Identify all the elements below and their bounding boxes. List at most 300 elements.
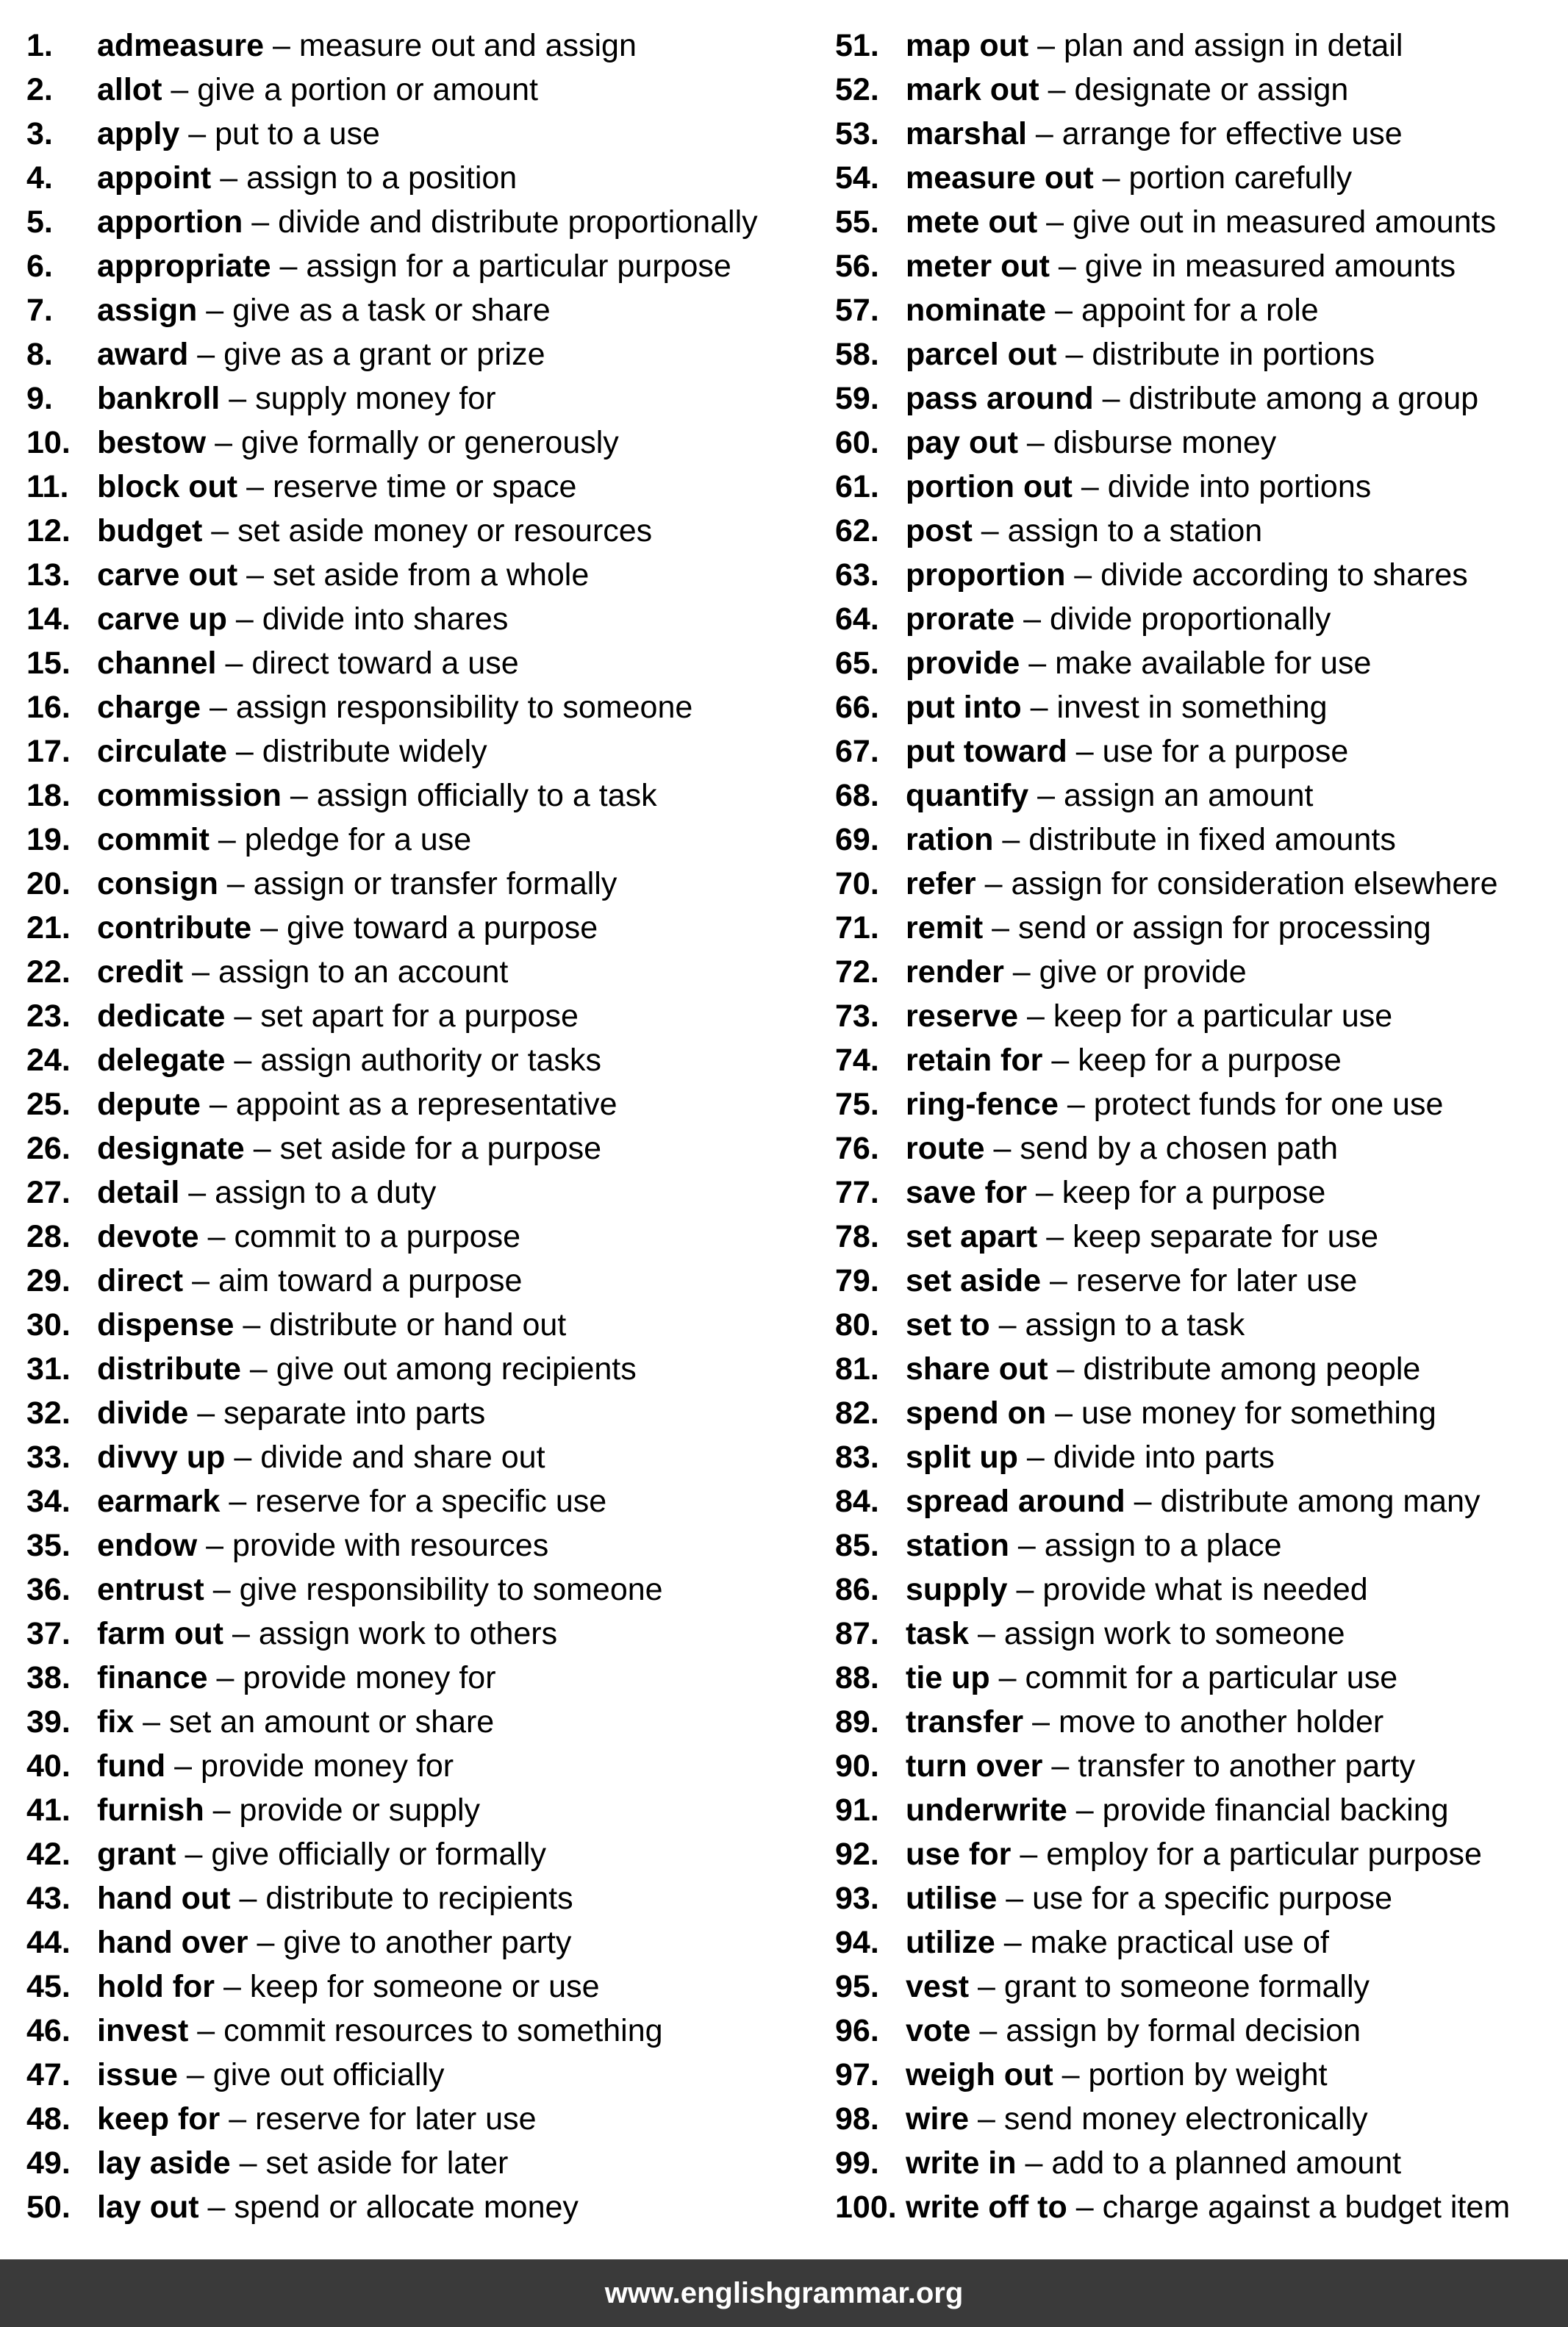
item-definition: arrange for effective use [1062, 116, 1403, 151]
item-number: 9. [26, 381, 53, 416]
item-term: channel [97, 646, 217, 681]
list-item [835, 1965, 1563, 2009]
item-term: put into [906, 690, 1022, 725]
item-separator: – [239, 1881, 257, 1916]
item-term: devote [97, 1219, 199, 1254]
list-item [835, 1347, 1563, 1391]
list-item [26, 1568, 806, 1612]
item-definition: disburse money [1053, 425, 1277, 460]
item-separator: – [1027, 998, 1045, 1034]
item-number: 57. [835, 293, 879, 328]
list-item [26, 1215, 806, 1259]
list-item [835, 376, 1563, 421]
item-definition: direct toward a use [251, 646, 519, 681]
list-item [835, 818, 1563, 862]
item-definition: divide proportionally [1049, 601, 1331, 637]
item-term: utilise [906, 1881, 998, 1916]
item-number: 46. [26, 2013, 71, 2048]
item-separator: – [246, 469, 264, 504]
item-definition: measure out and assign [298, 28, 637, 63]
item-number: 86. [835, 1572, 879, 1607]
item-definition: keep for a purpose [1078, 1043, 1342, 1078]
list-item [26, 1347, 806, 1391]
item-term: utilize [906, 1925, 995, 1960]
item-number: 87. [835, 1616, 879, 1651]
item-definition: distribute among a group [1128, 381, 1479, 416]
item-separator: – [1051, 1748, 1070, 1784]
item-definition: keep for a purpose [1062, 1175, 1326, 1210]
item-term: direct [97, 1263, 184, 1298]
item-definition: assign work to someone [1003, 1616, 1345, 1651]
item-number: 30. [26, 1307, 71, 1343]
list-item [835, 1700, 1563, 1744]
item-separator: – [1067, 1087, 1085, 1122]
item-separator: – [1032, 1704, 1050, 1740]
list-item [835, 332, 1563, 376]
item-definition: assign officially to a task [316, 778, 657, 813]
item-number: 8. [26, 337, 53, 372]
item-number: 37. [26, 1616, 71, 1651]
list-item [26, 862, 806, 906]
list-item [835, 156, 1563, 200]
list-item [26, 1832, 806, 1876]
item-separator: – [209, 690, 227, 725]
item-separator: – [211, 513, 229, 548]
item-definition: give a portion or amount [197, 72, 538, 107]
item-term: set to [906, 1307, 990, 1343]
item-term: write in [906, 2145, 1017, 2181]
item-number: 36. [26, 1572, 71, 1607]
list-item [26, 1259, 806, 1303]
item-term: spend on [906, 1395, 1047, 1431]
item-separator: – [984, 866, 1003, 901]
item-number: 58. [835, 337, 879, 372]
item-definition: divide into parts [1053, 1440, 1275, 1475]
item-term: meter out [906, 249, 1050, 284]
item-term: vote [906, 2013, 971, 2048]
item-number: 3. [26, 116, 53, 151]
item-term: apportion [97, 204, 243, 240]
item-number: 96. [835, 2013, 879, 2048]
item-definition: divide and share out [260, 1440, 545, 1475]
item-term: apply [97, 116, 180, 151]
item-definition: set aside from a whole [273, 557, 590, 593]
item-term: finance [97, 1660, 208, 1695]
item-term: appoint [97, 160, 212, 196]
item-number: 54. [835, 160, 879, 196]
item-definition: assign to a duty [215, 1175, 437, 1210]
item-separator: – [1002, 822, 1020, 857]
item-definition: distribute in portions [1092, 337, 1375, 372]
item-separator: – [1055, 1395, 1073, 1431]
list-item [26, 597, 806, 641]
item-number: 78. [835, 1219, 879, 1254]
item-definition: set aside money or resources [237, 513, 653, 548]
item-term: charge [97, 690, 201, 725]
item-separator: – [978, 2101, 995, 2137]
item-number: 32. [26, 1395, 71, 1431]
item-number: 75. [835, 1087, 879, 1122]
item-definition: reserve for later use [255, 2101, 537, 2137]
item-number: 21. [26, 910, 71, 946]
item-separator: – [246, 557, 265, 593]
item-term: earmark [97, 1484, 221, 1519]
item-number: 35. [26, 1528, 71, 1563]
list-item [26, 1920, 806, 1965]
item-separator: – [1062, 2057, 1080, 2092]
item-number: 13. [26, 557, 71, 593]
item-number: 6. [26, 249, 53, 284]
item-term: grant [97, 1837, 176, 1872]
item-definition: appoint as a representative [235, 1087, 617, 1122]
item-separator: – [1026, 1440, 1045, 1475]
list-item [835, 641, 1563, 685]
item-separator: – [1020, 1837, 1038, 1872]
item-number: 48. [26, 2101, 71, 2137]
item-term: fix [97, 1704, 135, 1740]
item-term: lay out [97, 2190, 199, 2225]
item-separator: – [1035, 1175, 1053, 1210]
item-definition: divide and distribute proportionally [278, 204, 758, 240]
item-separator: – [998, 1660, 1017, 1695]
item-separator: – [1065, 337, 1084, 372]
item-number: 56. [835, 249, 879, 284]
item-term: entrust [97, 1572, 204, 1607]
item-separator: – [171, 72, 189, 107]
item-separator: – [260, 910, 279, 946]
list-item [835, 1215, 1563, 1259]
item-definition: spend or allocate money [234, 2190, 579, 2225]
item-term: ration [906, 822, 994, 857]
item-number: 27. [26, 1175, 71, 1210]
item-number: 69. [835, 822, 879, 857]
item-term: furnish [97, 1792, 204, 1828]
item-separator: – [243, 1307, 261, 1343]
list-item [835, 597, 1563, 641]
item-number: 40. [26, 1748, 71, 1784]
item-number: 31. [26, 1351, 71, 1387]
item-term: fund [97, 1748, 166, 1784]
item-separator: – [197, 337, 215, 372]
item-separator: – [207, 1219, 226, 1254]
item-term: endow [97, 1528, 198, 1563]
list-item [26, 112, 806, 156]
item-term: proportion [906, 557, 1066, 593]
word-list-column-left [26, 24, 806, 2229]
item-term: allot [97, 72, 162, 107]
item-term: award [97, 337, 189, 372]
item-definition: give out among recipients [276, 1351, 637, 1387]
item-term: transfer [906, 1704, 1024, 1740]
item-term: ring-fence [906, 1087, 1059, 1122]
item-number: 10. [26, 425, 71, 460]
item-separator: – [249, 1351, 268, 1387]
list-item [26, 950, 806, 994]
item-definition: assign work to others [258, 1616, 558, 1651]
item-definition: set aside for a purpose [279, 1131, 601, 1166]
item-separator: – [1017, 1528, 1036, 1563]
item-number: 90. [835, 1748, 879, 1784]
item-separator: – [234, 1440, 252, 1475]
item-separator: – [998, 1307, 1017, 1343]
list-item [835, 773, 1563, 818]
item-separator: – [1028, 646, 1047, 681]
item-definition: provide or supply [239, 1792, 481, 1828]
item-separator: – [234, 998, 252, 1034]
item-definition: distribute in fixed amounts [1028, 822, 1396, 857]
item-separator: – [979, 2013, 998, 2048]
list-item [26, 553, 806, 597]
list-item [26, 1082, 806, 1126]
item-term: farm out [97, 1616, 223, 1651]
item-definition: reserve time or space [272, 469, 577, 504]
item-term: set aside [906, 1263, 1042, 1298]
list-item [835, 1170, 1563, 1215]
list-item [835, 729, 1563, 773]
item-number: 62. [835, 513, 879, 548]
list-item [26, 906, 806, 950]
item-definition: give to another party [283, 1925, 572, 1960]
list-item [26, 288, 806, 332]
item-number: 55. [835, 204, 879, 240]
item-number: 24. [26, 1043, 71, 1078]
item-separator: – [235, 734, 254, 769]
item-separator: – [206, 293, 224, 328]
item-definition: provide financial backing [1102, 1792, 1449, 1828]
item-term: measure out [906, 160, 1094, 196]
item-definition: provide with resources [232, 1528, 549, 1563]
item-term: map out [906, 28, 1029, 63]
item-definition: give out officially [212, 2057, 445, 2092]
item-term: assign [97, 293, 198, 328]
item-separator: – [185, 1837, 203, 1872]
item-separator: – [1046, 1219, 1064, 1254]
item-separator: – [1030, 690, 1048, 725]
item-separator: – [207, 2190, 226, 2225]
item-definition: use money for something [1081, 1395, 1436, 1431]
list-item [26, 641, 806, 685]
item-term: block out [97, 469, 238, 504]
item-definition: move to another holder [1058, 1704, 1384, 1740]
item-term: mark out [906, 72, 1039, 107]
list-item [26, 465, 806, 509]
list-item [26, 729, 806, 773]
item-separator: – [253, 1131, 271, 1166]
item-number: 66. [835, 690, 879, 725]
item-term: task [906, 1616, 970, 1651]
list-item [835, 1259, 1563, 1303]
list-item [26, 1435, 806, 1479]
item-term: post [906, 513, 973, 548]
item-separator: – [1046, 204, 1064, 240]
item-separator: – [220, 160, 238, 196]
item-term: portion out [906, 469, 1073, 504]
item-number: 2. [26, 72, 53, 107]
list-item [26, 1523, 806, 1568]
item-number: 28. [26, 1219, 71, 1254]
item-number: 70. [835, 866, 879, 901]
item-separator: – [1134, 1484, 1152, 1519]
list-item [835, 1832, 1563, 1876]
item-definition: put to a use [215, 116, 380, 151]
list-item [835, 1788, 1563, 1832]
item-number: 50. [26, 2190, 71, 2225]
item-definition: commit resources to something [223, 2013, 663, 2048]
item-separator: – [192, 1263, 210, 1298]
item-separator: – [1006, 1881, 1024, 1916]
item-term: remit [906, 910, 984, 946]
list-item [835, 906, 1563, 950]
list-item [835, 200, 1563, 244]
item-term: put toward [906, 734, 1067, 769]
item-term: turn over [906, 1748, 1043, 1784]
footer-website-link[interactable]: www.englishgrammar.org [604, 2276, 964, 2309]
item-term: designate [97, 1131, 245, 1166]
list-item [835, 2141, 1563, 2185]
list-item [835, 862, 1563, 906]
item-separator: – [257, 1925, 275, 1960]
item-definition: supply money for [255, 381, 496, 416]
item-term: lay aside [97, 2145, 231, 2181]
item-definition: employ for a particular purpose [1046, 1837, 1482, 1872]
list-item [835, 2097, 1563, 2141]
item-number: 5. [26, 204, 53, 240]
item-term: distribute [97, 1351, 241, 1387]
item-number: 76. [835, 1131, 879, 1166]
item-separator: – [273, 28, 290, 63]
item-number: 100. [835, 2190, 897, 2225]
word-list-column-right [835, 24, 1563, 2229]
list-item [835, 1126, 1563, 1170]
item-separator: – [216, 1660, 235, 1695]
item-term: split up [906, 1440, 1018, 1475]
item-separator: – [197, 2013, 215, 2048]
item-separator: – [188, 116, 207, 151]
item-definition: distribute or hand out [269, 1307, 567, 1343]
item-definition: make practical use of [1030, 1925, 1329, 1960]
item-separator: – [290, 778, 308, 813]
item-number: 26. [26, 1131, 71, 1166]
item-definition: send or assign for processing [1017, 910, 1431, 946]
item-separator: – [1056, 1351, 1075, 1387]
list-item [26, 2097, 806, 2141]
item-number: 81. [835, 1351, 879, 1387]
item-term: underwrite [906, 1792, 1067, 1828]
item-separator: – [1081, 469, 1099, 504]
item-number: 94. [835, 1925, 879, 1960]
list-item [26, 1965, 806, 2009]
item-term: refer [906, 866, 976, 901]
item-number: 1. [26, 28, 53, 63]
item-separator: – [232, 1616, 250, 1651]
item-number: 4. [26, 160, 53, 196]
item-number: 99. [835, 2145, 879, 2181]
item-term: invest [97, 2013, 189, 2048]
item-term: budget [97, 513, 203, 548]
item-term: hand over [97, 1925, 248, 1960]
list-item [26, 509, 806, 553]
item-term: admeasure [97, 28, 265, 63]
list-item [26, 1788, 806, 1832]
list-item [26, 1303, 806, 1347]
item-term: retain for [906, 1043, 1043, 1078]
item-definition: assign for a particular purpose [306, 249, 731, 284]
item-definition: portion carefully [1128, 160, 1353, 196]
item-term: marshal [906, 116, 1027, 151]
list-item [835, 1656, 1563, 1700]
item-number: 92. [835, 1837, 879, 1872]
item-number: 53. [835, 116, 879, 151]
item-definition: invest in something [1056, 690, 1328, 725]
item-number: 34. [26, 1484, 71, 1519]
item-definition: keep for someone or use [249, 1969, 600, 2004]
item-definition: give formally or generously [240, 425, 619, 460]
list-item [835, 2053, 1563, 2097]
item-separator: – [978, 1616, 995, 1651]
item-number: 60. [835, 425, 879, 460]
item-definition: provide money for [243, 1660, 496, 1695]
item-number: 15. [26, 646, 71, 681]
list-item [835, 24, 1563, 68]
item-separator: – [197, 1395, 215, 1431]
item-term: save for [906, 1175, 1027, 1210]
item-definition: give as a task or share [232, 293, 551, 328]
item-definition: distribute among many [1160, 1484, 1481, 1519]
item-number: 93. [835, 1881, 879, 1916]
item-definition: give out in measured amounts [1073, 204, 1497, 240]
item-number: 67. [835, 734, 879, 769]
item-number: 44. [26, 1925, 71, 1960]
item-term: spread around [906, 1484, 1125, 1519]
item-separator: – [1026, 425, 1045, 460]
list-item [26, 1126, 806, 1170]
list-item [835, 994, 1563, 1038]
item-number: 14. [26, 601, 71, 637]
list-item [835, 1038, 1563, 1082]
list-item [26, 1744, 806, 1788]
item-separator: – [1037, 778, 1056, 813]
item-definition: send by a chosen path [1020, 1131, 1339, 1166]
item-definition: keep for a particular use [1053, 998, 1393, 1034]
item-term: provide [906, 646, 1020, 681]
list-item [835, 1920, 1563, 1965]
item-number: 95. [835, 1969, 879, 2004]
item-term: supply [906, 1572, 1008, 1607]
item-term: reserve [906, 998, 1019, 1034]
item-separator: – [1037, 28, 1056, 63]
item-definition: add to a planned amount [1051, 2145, 1402, 2181]
item-number: 29. [26, 1263, 71, 1298]
item-number: 73. [835, 998, 879, 1034]
item-term: detail [97, 1175, 180, 1210]
item-separator: – [251, 204, 270, 240]
item-separator: – [1016, 1572, 1034, 1607]
item-separator: – [1074, 557, 1092, 593]
list-item [835, 112, 1563, 156]
item-separator: – [1035, 116, 1053, 151]
list-item [26, 421, 806, 465]
list-item [835, 2185, 1563, 2229]
item-separator: – [188, 1175, 207, 1210]
list-item [835, 465, 1563, 509]
item-separator: – [229, 1484, 247, 1519]
item-separator: – [229, 381, 247, 416]
item-number: 22. [26, 954, 71, 990]
item-separator: – [143, 1704, 161, 1740]
item-separator: – [174, 1748, 192, 1784]
item-number: 83. [835, 1440, 879, 1475]
item-definition: send money electronically [1003, 2101, 1368, 2137]
